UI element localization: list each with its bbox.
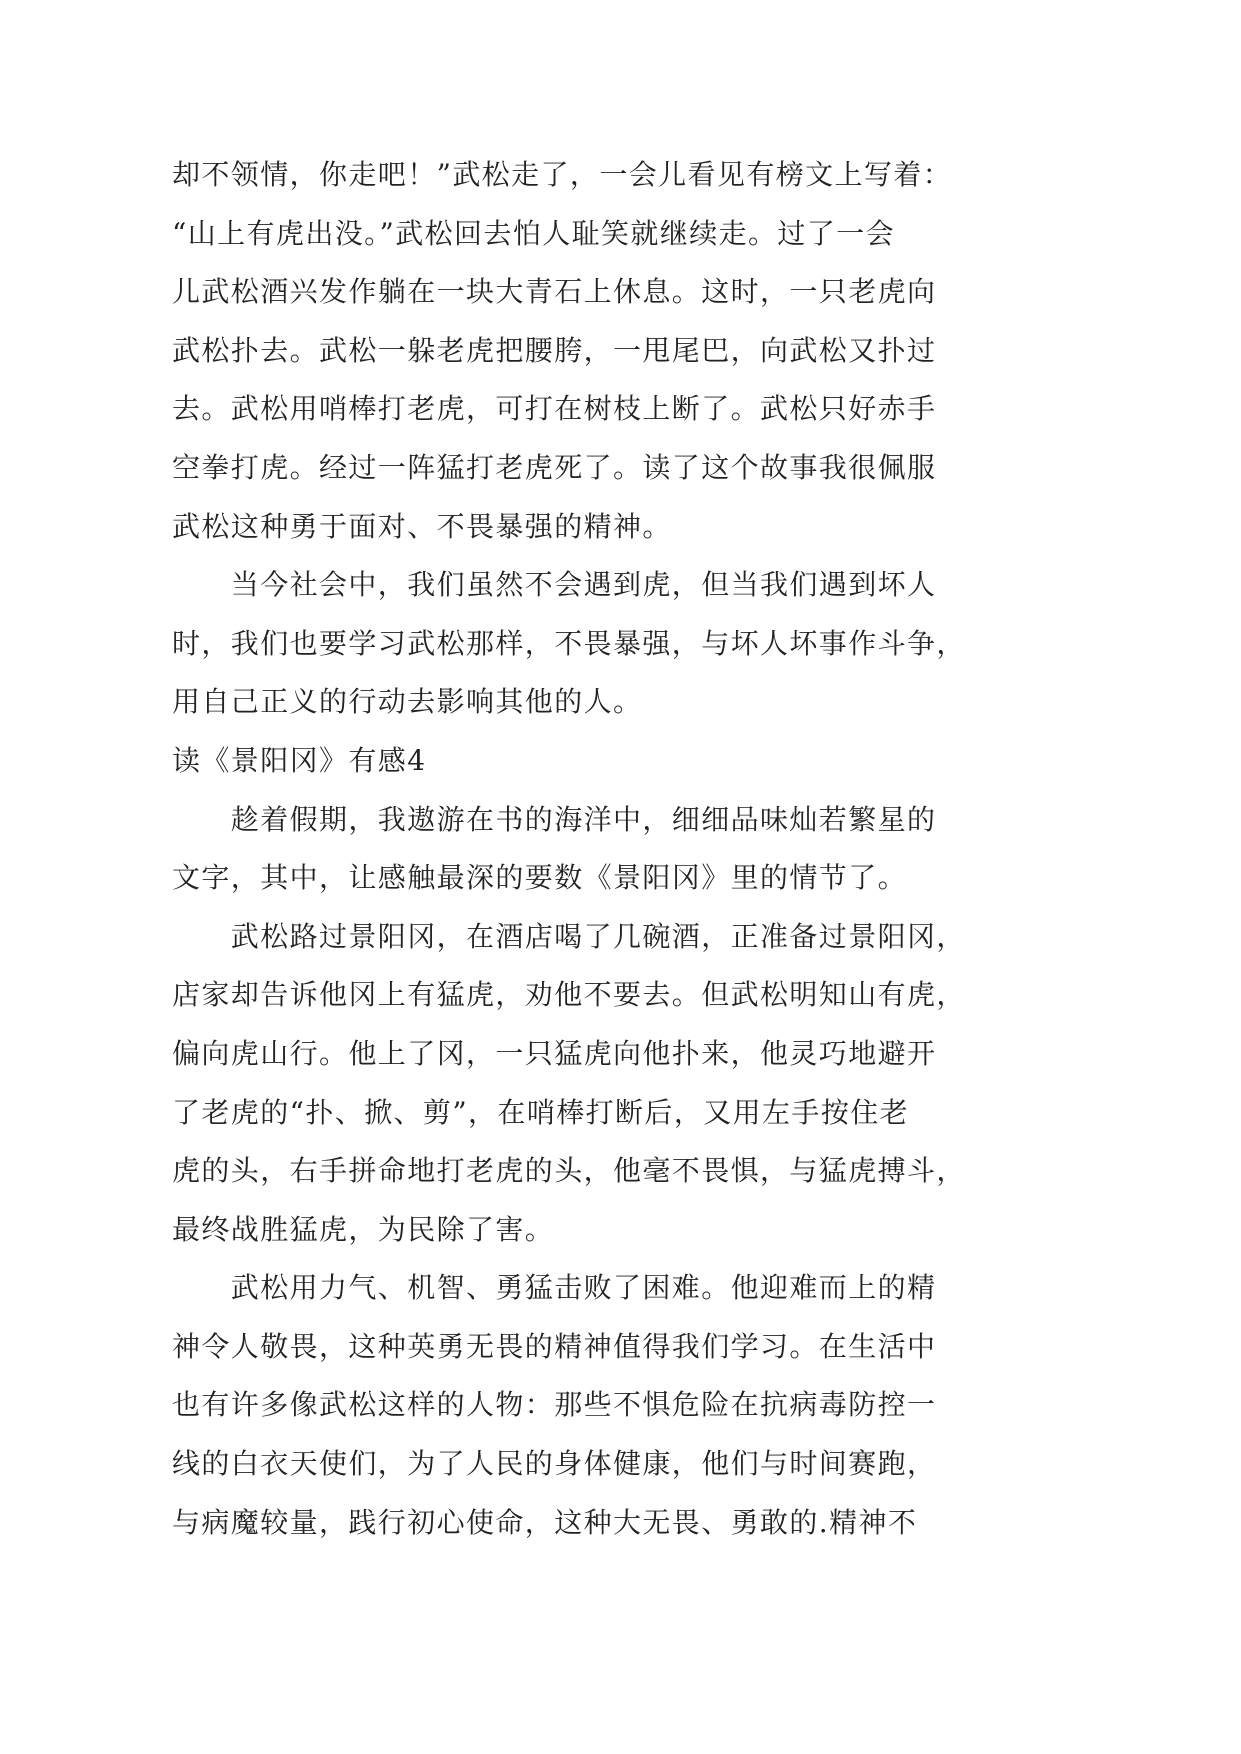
text-line: 空拳打虎。经过一阵猛打老虎死了。读了这个故事我很佩服 xyxy=(172,450,937,484)
text-line: 偏向虎山行。他上了冈，一只猛虎向他扑来，他灵巧地避开 xyxy=(172,1036,937,1070)
text-line: 文字，其中，让感触最深的要数《景阳冈》里的情节了。 xyxy=(172,861,908,895)
text-line: “山上有虎出没。”武松回去怕人耻笑就继续走。过了一会 xyxy=(172,216,896,250)
text-line: 了老虎的“扑、掀、剪”，在哨棒打断后，又用左手按住老 xyxy=(172,1095,910,1129)
section-title: 读《景阳冈》有感4 xyxy=(172,743,427,777)
text-line: 神令人敬畏，这种英勇无畏的精神值得我们学习。在生活中 xyxy=(172,1329,937,1363)
text-line: 最终战胜猛虎，为民除了害。 xyxy=(172,1212,555,1246)
text-line: 线的白衣天使们，为了人民的身体健康，他们与时间赛跑， xyxy=(172,1447,937,1481)
text-line: 儿武松酒兴发作躺在一块大青石上休息。这时，一只老虎向 xyxy=(172,275,937,309)
text-line: 去。武松用哨棒打老虎，可打在树枝上断了。武松只好赤手 xyxy=(172,392,937,426)
section xyxy=(172,732,1002,1552)
paragraph xyxy=(172,791,1002,908)
paragraph xyxy=(172,1259,1002,1552)
paragraph xyxy=(172,556,1002,732)
text-line: 店家却告诉他冈上有猛虎，劝他不要去。但武松明知山有虎， xyxy=(172,978,966,1012)
text-line: 当今社会中，我们虽然不会遇到虎，但当我们遇到坏人 xyxy=(230,568,937,602)
paragraph xyxy=(172,908,1002,1260)
text-line: 虎的头，右手拼命地打老虎的头，他毫不畏惧，与猛虎搏斗， xyxy=(172,1154,966,1188)
document-body xyxy=(172,146,1002,1552)
text-line: 与病魔较量，践行初心使命，这种大无畏、勇敢的.精神不 xyxy=(172,1505,918,1539)
text-line: 也有许多像武松这样的人物：那些不惧危险在抗病毒防控一 xyxy=(172,1388,937,1422)
text-line: 却不领情，你走吧！”武松走了，一会儿看见有榜文上写着： xyxy=(172,158,953,191)
text-line: 武松用力气、机智、勇猛击败了困难。他迎难而上的精 xyxy=(230,1271,937,1305)
text-line: 用自己正义的行动去影响其他的人。 xyxy=(172,685,643,719)
text-line: 时，我们也要学习武松那样，不畏暴强，与坏人坏事作斗争， xyxy=(172,626,966,660)
text-line: 武松路过景阳冈，在酒店喝了几碗酒，正准备过景阳冈， xyxy=(230,919,966,953)
section xyxy=(172,146,1002,732)
text-line: 趁着假期，我遨游在书的海洋中，细细品味灿若繁星的 xyxy=(230,802,937,836)
text-line: 武松这种勇于面对、不畏暴强的精神。 xyxy=(172,509,672,543)
text-line: 武松扑去。武松一躲老虎把腰胯，一甩尾巴，向武松又扑过 xyxy=(172,333,937,367)
paragraph xyxy=(172,146,1002,556)
